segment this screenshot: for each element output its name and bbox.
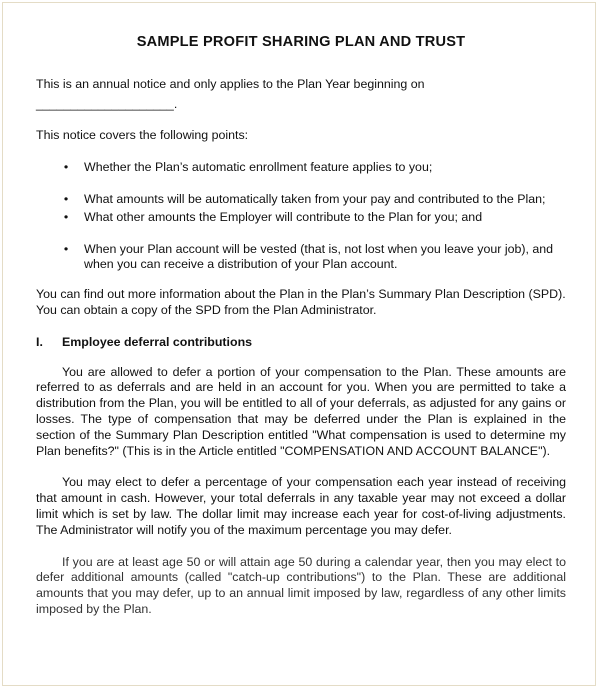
catch-up-paragraph: If you are at least age 50 or will attain age 50 during a calendar year, then you may elect to defer additional amounts (called "catch-up contributions") to the Plan. These are additional amounts that you may defer, up to an annual limit imposed by law, regardless of any other limits imposed by the Plan. (36, 554, 566, 616)
points-list (36, 160, 566, 273)
section-title: Employee deferral contributions (62, 334, 253, 349)
list-item-text: When your Plan account will be vested (that is, not lost when you leave your job), and when you can receive a distribution of your Plan account. (84, 241, 554, 272)
deferral-paragraph: You are allowed to defer a portion of your compensation to the Plan. These amounts are referred to as deferrals and are held in an account for you. When you are permitted to take a distribution from the Plan, you will be entitled to all of your deferrals, as adjusted for any gains or losses. The type of compensation that may be deferred under the Plan is explained in the section of the Summary Plan Description entitled "What compensation is used to determine my Plan benefits?" (This is in the Article entitled "COMPENSATION AND ACCOUNT BALANCE"). (36, 364, 566, 458)
document-title: SAMPLE PROFIT SHARING PLAN AND TRUST (136, 34, 466, 50)
deferral-limit-paragraph: You may elect to defer a percentage of your compensation each year instead of receiving that amount in cash. However, your total deferrals in any taxable year may not exceed a dollar limit which is set by law. The dollar limit may increase each year for cost-of-living adjustments. The Administrator will notify you of the maximum percentage you may defer. (36, 475, 566, 537)
list-item-text: What other amounts the Employer will contribute to the Plan for you; and (84, 209, 483, 224)
bullet-icon: • (63, 209, 69, 224)
section-heading (36, 335, 566, 351)
section-number: I. (36, 334, 43, 349)
points-intro-text: This notice covers the following points: (36, 128, 249, 143)
list-item (36, 210, 566, 226)
date-blank-line: ____________________. (36, 96, 178, 111)
list-item-text: What amounts will be automatically taken from your pay and contributed to the Plan; (84, 191, 546, 206)
bullet-icon: • (63, 160, 69, 175)
bullet-icon: • (63, 241, 69, 256)
list-item (36, 242, 566, 274)
bullet-icon: • (63, 191, 69, 206)
intro-text: This is an annual notice and only applies to the Plan Year beginning on (36, 76, 425, 91)
document-page (2, 2, 596, 686)
list-item-text: Whether the Plan’s automatic enrollment feature applies to you; (84, 160, 433, 175)
list-item (36, 160, 566, 176)
document-body (36, 35, 566, 634)
list-item (36, 192, 566, 208)
spd-paragraph: You can find out more information about the Plan in the Plan’s Summary Plan Description (SPD). You can obtain a copy of the SPD from the Plan Administrator. (36, 287, 566, 317)
